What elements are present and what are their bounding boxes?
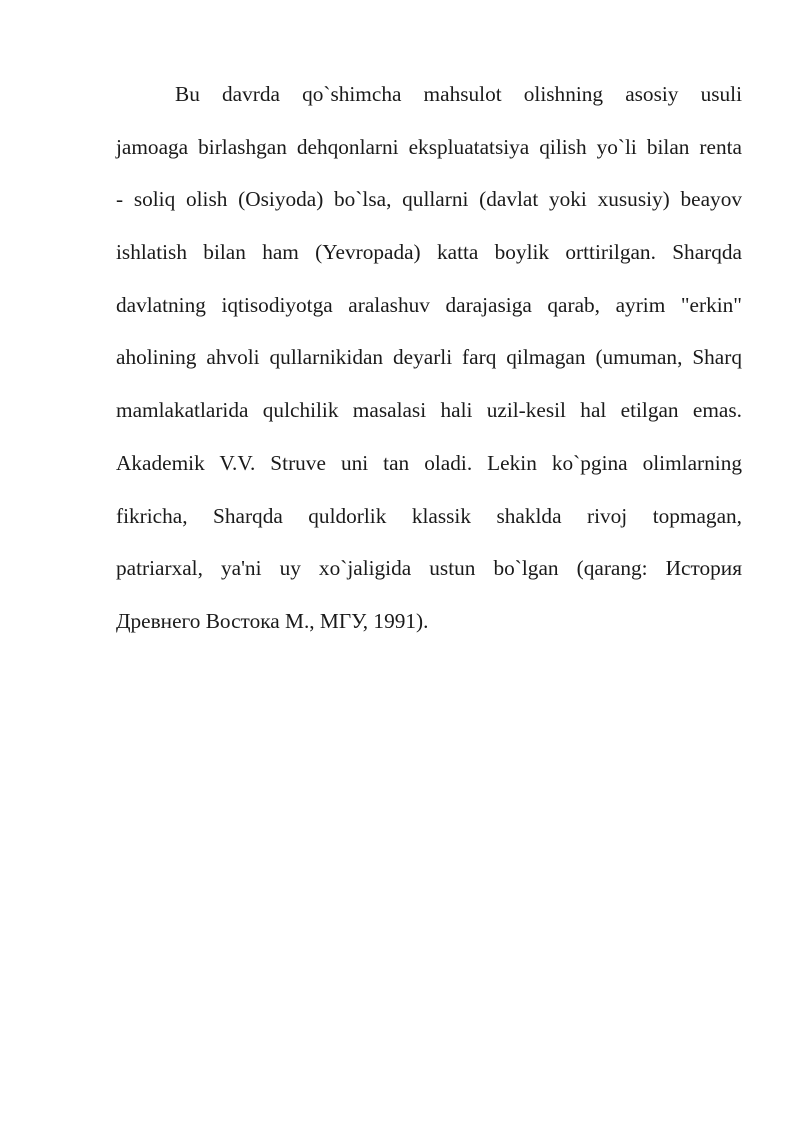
paragraph-line: Akademik V.V. Struve uni tan oladi. Lekin ko`pgina olimlarning <box>116 450 742 475</box>
paragraph-line: davlatning iqtisodiyotga aralashuv darajasiga qarab, ayrim "erkin" <box>116 292 742 317</box>
paragraph-line: ishlatish bilan ham (Yevropada) katta boylik orttirilgan. Sharqda <box>116 240 742 265</box>
paragraph-line: patriarxal, ya'ni uy xo`jaligida ustun bo`lgan (qarang: История <box>116 556 742 581</box>
paragraph-line: aholining ahvoli qullarnikidan deyarli farq qilmagan (umuman, Sharq <box>116 345 742 370</box>
paragraph-line: Bu davrda qo`shimcha mahsulot olishning asosiy usuli <box>175 82 742 106</box>
body-paragraph <box>116 68 742 648</box>
paragraph-line: - soliq olish (Osiyoda) bo`lsa, qullarni (davlat yoki xususiy) beayov <box>116 187 742 212</box>
paragraph-line: Древнего Востока М., МГУ, 1991). <box>116 608 429 633</box>
paragraph-line: mamlakatlarida qulchilik masalasi hali uzil-kesil hal etilgan emas. <box>116 398 742 423</box>
paragraph-line: fikricha, Sharqda quldorlik klassik shaklda rivoj topmagan, <box>116 503 742 528</box>
paragraph-line: jamoaga birlashgan dehqonlarni ekspluatatsiya qilish yo`li bilan renta <box>116 134 742 159</box>
